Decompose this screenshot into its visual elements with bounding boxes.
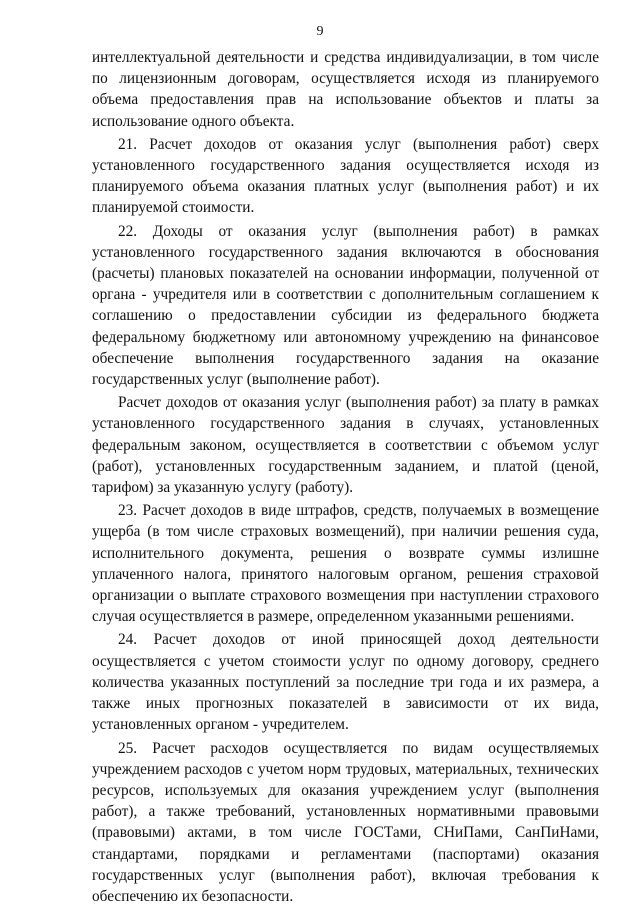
document-body	[92, 47, 599, 909]
paragraph-23: 23. Расчет доходов в виде штрафов, средств, получаемых в возмещение ущерба (в том числе страховых возмещений), при наличии решения суда, исполнительного документа, решения о возврате суммы излишне уплаченного налога, принятого налоговым органом, решения страховой организации о выплате страхового возмещения при наступлении страхового случая осуществляется в размере, определенном указанными решениями.	[92, 502, 599, 626]
paragraph-22-continued: Расчет доходов от оказания услуг (выполнения работ) за плату в рамках установленного государственного задания в случаях, установленных федеральным законом, осуществляется в соответствии с объемом услуг (работ), установленных государственным заданием, и платой (ценой, тарифом) за указанную услугу (работу).	[92, 394, 599, 497]
page-number: 9	[316, 24, 324, 39]
paragraph-25: 25. Расчет расходов осуществляется по видам осуществляемых учреждением расходов с учетом норм трудовых, материальных, технических ресурсов, используемых для оказания учреждением услуг (выполнения работ), а также требований, установленных нормативными правовыми (правовыми) актами, в том числе ГОСТами, СНиПами, СанПиНами, стандартами, порядками и регламентами (паспортами) оказания государственных услуг (выполнения работ), включая требования к обеспечению их безопасности.	[92, 739, 599, 905]
paragraph-21: 21. Расчет доходов от оказания услуг (выполнения работ) сверх установленного государственного задания осуществляется исходя из планируемого объема оказания платных услуг (выполнения работ) и их планируемой стоимости.	[92, 135, 599, 217]
paragraph-24: 24. Расчет доходов от иной приносящей доход деятельности осуществляется с учетом стоимости услуг по одному договору, среднего количества указанных поступлений за последние три года и их размера, а также иных прогнозных показателей в зависимости от их вида, установленных органом - учредителем.	[92, 631, 599, 734]
paragraph-22: 22. Доходы от оказания услуг (выполнения работ) в рамках установленного государственного задания включаются в обоснования (расчеты) плановых показателей на основании информации, полученной от органа - учредителя или в соответствии с дополнительным соглашением к соглашению о предоставлении субсидии из федерального бюджета федеральному бюджетному или автономному учреждению на финансовое обеспечение выполнения государственного задания на оказание государственных услуг (выполнение работ).	[92, 222, 599, 389]
paragraph-continuation: интеллектуальной деятельности и средства индивидуализации, в том числе по лицензионным договорам, осуществляется исходя из планируемого объема предоставления прав на использование объектов и платы за использование одного объекта.	[92, 49, 599, 130]
